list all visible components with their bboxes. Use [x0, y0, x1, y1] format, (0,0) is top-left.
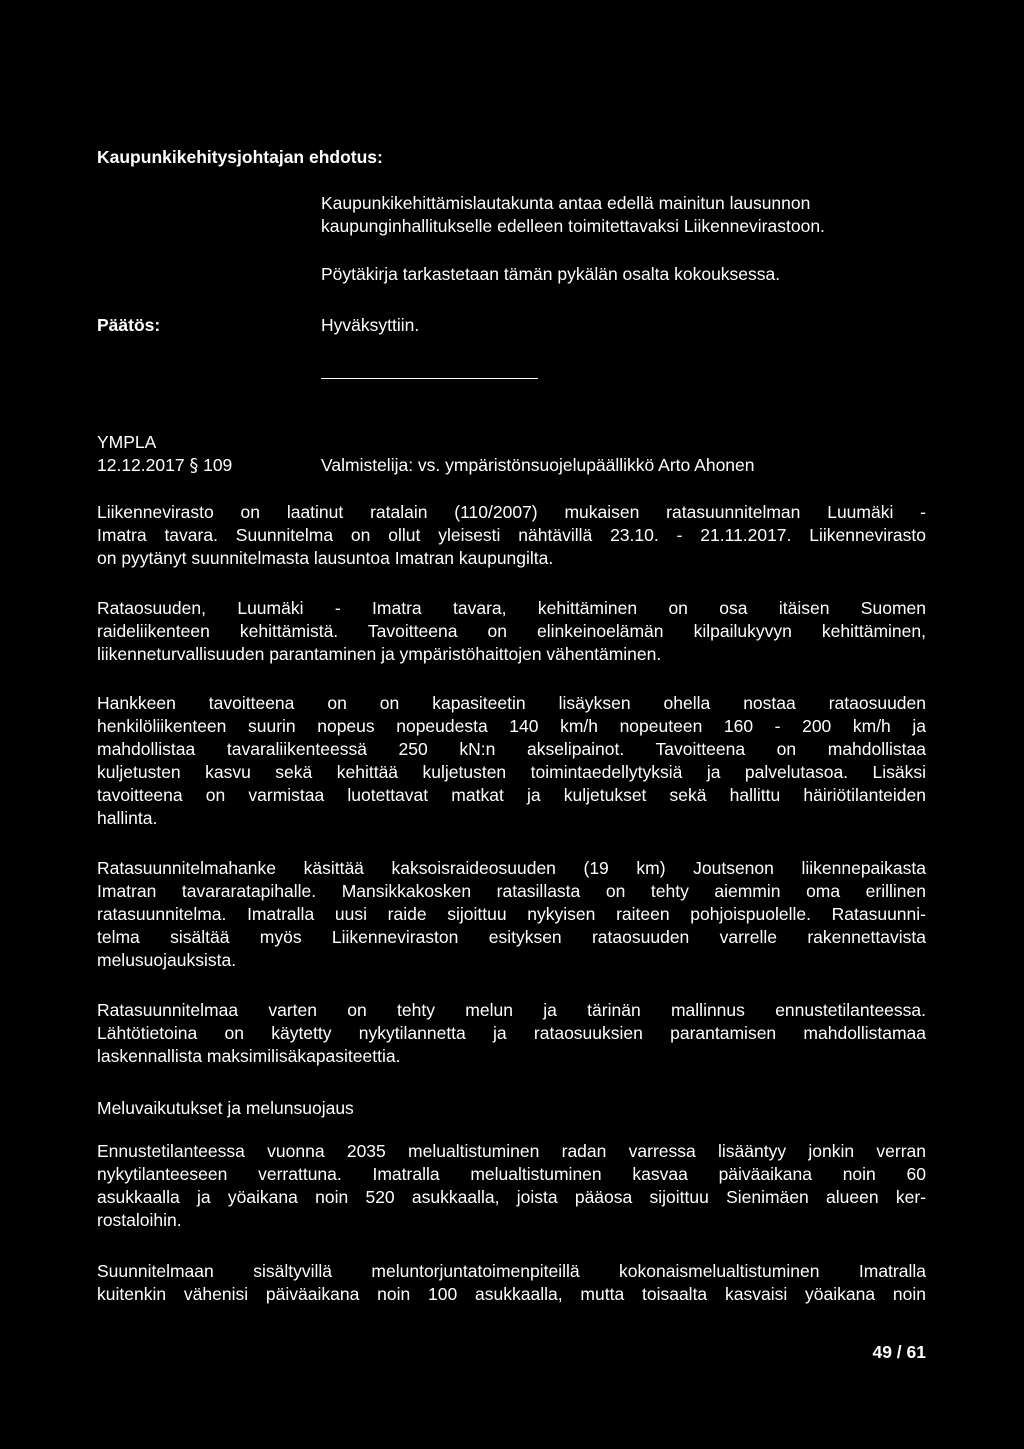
paragraph-line: kuitenkin vähenisi päiväaikana noin 100 asukkaalla, mutta toisaalta kasvaisi yöaikana noin — [97, 1284, 926, 1304]
separator-rule — [321, 378, 538, 379]
proposal-text — [321, 192, 825, 238]
paragraph-line: Liikennevirasto on laatinut ratalain (110/2007) mukaisen ratasuunnitelman Luumäki - — [97, 502, 926, 522]
paragraph-line: on pyytänyt suunnitelmasta lausuntoa Imatran kaupungilta. — [97, 548, 554, 568]
paragraph-line: hallinta. — [97, 808, 158, 828]
paragraph-line: liikenneturvallisuuden parantaminen ja ympäristöhaittojen vähentäminen. — [97, 644, 662, 664]
proposal-heading: Kaupunkikehitysjohtajan ehdotus: — [97, 147, 383, 167]
paragraph-2 — [97, 597, 926, 666]
paragraph-line: Imatra tavara. Suunnitelma on ollut yleisesti nähtävillä 23.10. - 21.11.2017. Liikennevirasto — [97, 525, 926, 545]
decision-label: Päätös: — [97, 315, 161, 335]
paragraph-3 — [97, 692, 926, 830]
paragraph-line: Hankkeen tavoitteena on on kapasiteetin lisäyksen ohella nostaa rataosuuden — [97, 693, 926, 713]
paragraph-line: Ratasuunnitelmahanke käsittää kaksoisraideosuuden (19 km) Joutsenon liikennepaikasta — [97, 858, 926, 878]
paragraph-line: kuljetusten kasvu sekä kehittää kuljetusten toimintaedellytyksiä ja palvelutasoa. Lisäksi — [97, 762, 926, 782]
paragraph-5 — [97, 999, 926, 1068]
paragraph-line: Lähtötietoina on käytetty nykytilannetta ja rataosuuksien parantamisen mahdollistamaa — [97, 1023, 926, 1043]
paragraph-line: Suunnitelmaan sisältyvillä meluntorjuntatoimenpiteillä kokonaismelualtistuminen Imatralla — [97, 1261, 926, 1281]
paragraph-line: ratasuunnitelma. Imatralla uusi raide sijoittuu nykyisen raiteen pohjoispuolelle. Ratasuunni- — [97, 904, 926, 924]
paragraph-line: melusuojauksista. — [97, 950, 237, 970]
paragraph-line: raideliikenteen kehittämistä. Tavoitteena on elinkeinoelämän kilpailukyvyn kehittäminen, — [97, 621, 926, 641]
proposal-line-1: Kaupunkikehittämislautakunta antaa edellä mainitun lausunnon — [321, 193, 811, 213]
section-sign: § — [189, 456, 199, 476]
paragraph-line: nykytilanteeseen verrattuna. Imatralla melualtistuminen kasvaa päiväaikana noin 60 — [97, 1164, 926, 1184]
paragraph-line: asukkaalla ja yöaikana noin 520 asukkaalla, joista pääosa sijoittuu Sienimäen alueen ker- — [97, 1187, 926, 1207]
page-number: 49 / 61 — [872, 1342, 926, 1362]
item-date: 12.12.2017 — [97, 455, 185, 475]
paragraph-7 — [97, 1260, 926, 1306]
paragraph-line: mahdollistaa tavaraliikenteessä 250 kN:n akselipainot. Tavoitteena on mahdollistaa — [97, 739, 926, 759]
paragraph-line: rostaloihin. — [97, 1210, 182, 1230]
paragraph-line: Rataosuuden, Luumäki - Imatra tavara, kehittäminen on osa itäisen Suomen — [97, 598, 926, 618]
preparer-line: Valmistelija: vs. ympäristönsuojelupäällikkö Arto Ahonen — [321, 455, 755, 475]
paragraph-line: tavoitteena on varmistaa luotettavat matkat ja kuljetukset sekä hallittu häiriötilanteiden — [97, 785, 926, 805]
item-date-section — [97, 454, 232, 478]
proposal-line-2: kaupunginhallitukselle edelleen toimitettavaksi Liikennevirastoon. — [321, 216, 825, 236]
paragraph-line: henkilöliikenteen suurin nopeus nopeudesta 140 km/h nopeuteen 160 - 200 km/h ja — [97, 716, 926, 736]
paragraph-line: Imatran tavararatapihalle. Mansikkakosken ratasillasta on tehty aiemmin oma erillinen — [97, 881, 926, 901]
paragraph-line: laskennallista maksimilisäkapasiteettia. — [97, 1046, 401, 1066]
decision-value: Hyväksyttiin. — [321, 315, 420, 335]
paragraph-1 — [97, 501, 926, 570]
minutes-note: Pöytäkirja tarkastetaan tämän pykälän osalta kokouksessa. — [321, 264, 781, 284]
paragraph-line: Ennustetilanteessa vuonna 2035 melualtistuminen radan varressa lisääntyy jonkin verran — [97, 1141, 926, 1161]
paragraph-6 — [97, 1140, 926, 1232]
paragraph-4 — [97, 857, 926, 972]
committee-code: YMPLA — [97, 432, 157, 452]
paragraph-line: Ratasuunnitelmaa varten on tehty melun ja tärinän mallinnus ennustetilanteessa. — [97, 1000, 926, 1020]
section-subheading: Meluvaikutukset ja melunsuojaus — [97, 1098, 354, 1118]
paragraph-line: telma sisältää myös Liikenneviraston esityksen rataosuuden varrelle rakennettavista — [97, 927, 926, 947]
item-number: 109 — [203, 455, 233, 475]
